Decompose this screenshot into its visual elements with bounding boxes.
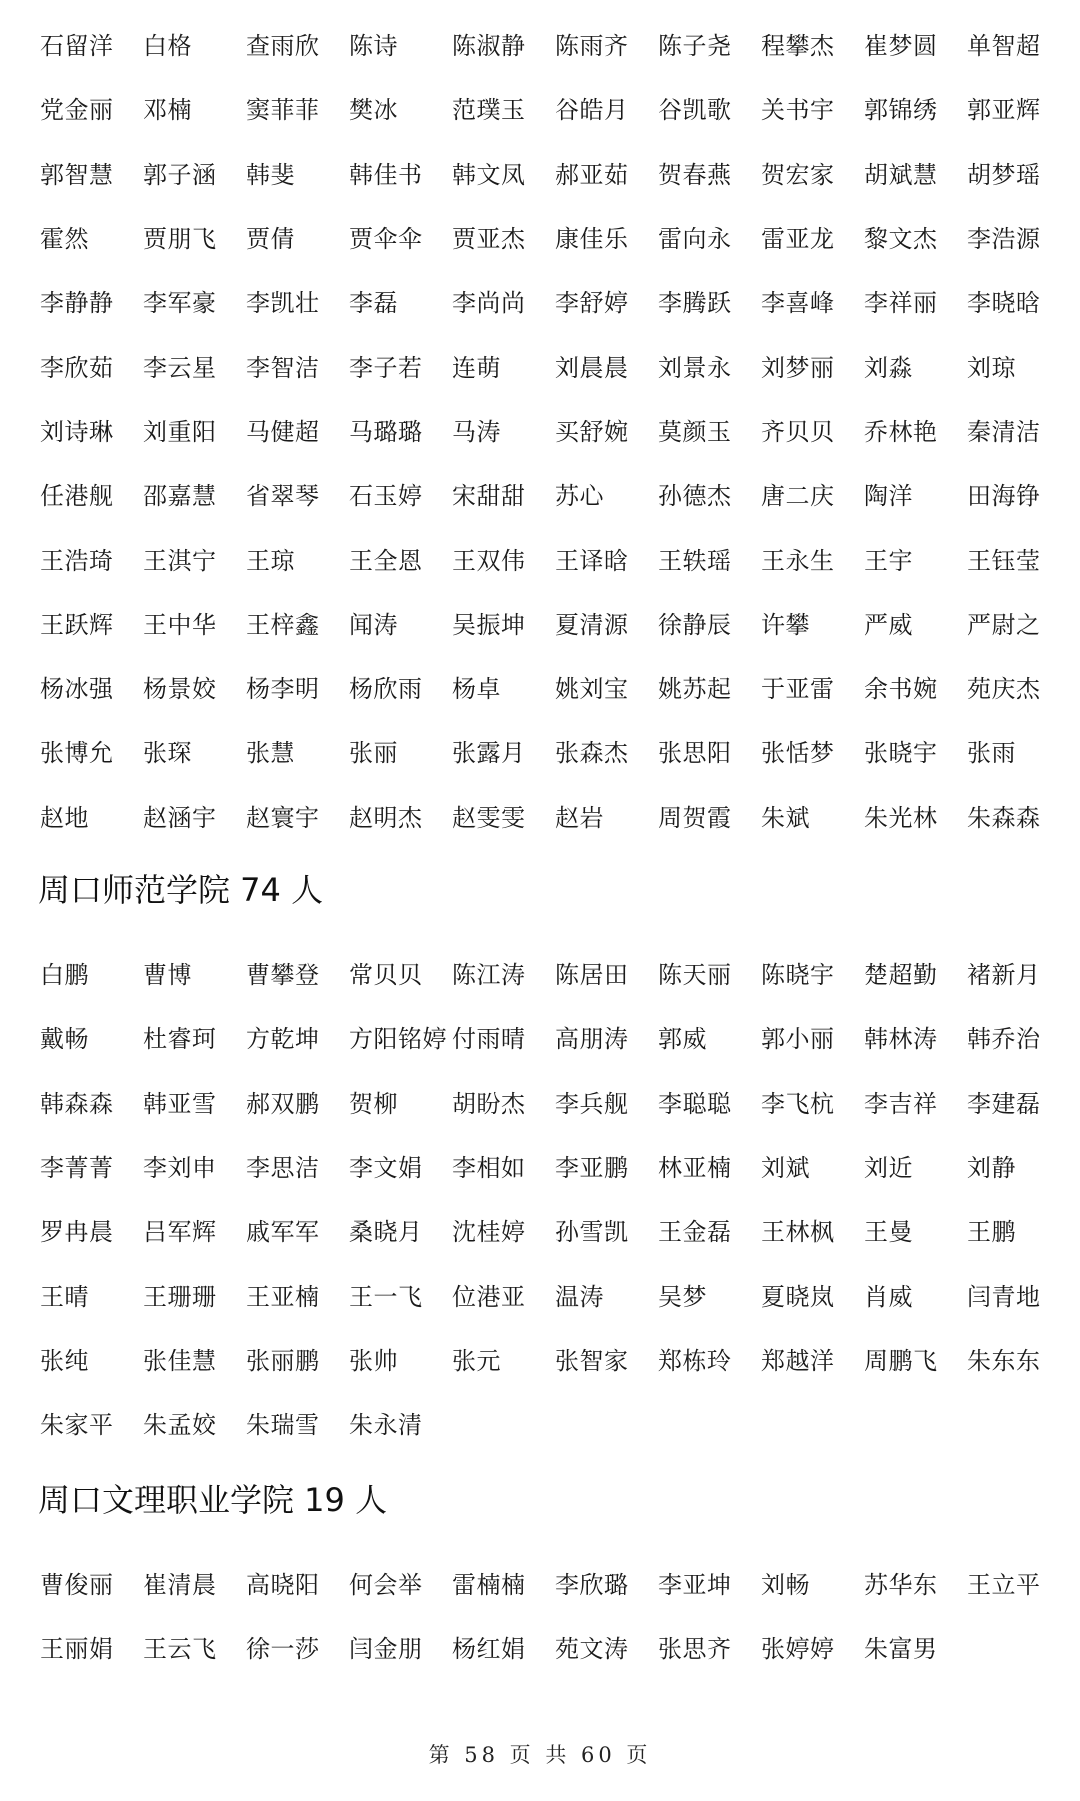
name-entry: 朱孟姣 — [143, 1411, 217, 1440]
name-entry: 赵寰宇 — [246, 803, 320, 832]
name-entry: 张博允 — [40, 739, 114, 768]
name-entry: 付雨晴 — [452, 1025, 526, 1054]
name-entry: 李尚尚 — [452, 289, 526, 318]
name-entry: 李相如 — [452, 1154, 526, 1183]
name-entry: 朱东东 — [967, 1346, 1041, 1375]
name-entry: 沈桂婷 — [452, 1218, 526, 1247]
name-entry: 张婷婷 — [761, 1635, 835, 1664]
name-entry: 吕军辉 — [143, 1218, 217, 1247]
name-entry: 刘淼 — [864, 353, 913, 382]
name-entry: 马涛 — [452, 417, 501, 446]
name-entry: 张慧 — [246, 739, 295, 768]
section-heading: 周口文理职业学院 19 人 — [38, 1481, 388, 1519]
name-entry: 李子若 — [349, 353, 423, 382]
name-entry: 吴振坤 — [452, 610, 526, 639]
name-entry: 白格 — [143, 32, 192, 61]
name-entry: 邵嘉慧 — [143, 482, 217, 511]
name-entry: 李喜峰 — [761, 289, 835, 318]
name-entry: 姚苏起 — [658, 675, 732, 704]
name-entry: 张恬梦 — [761, 739, 835, 768]
name-entry: 张思阳 — [658, 739, 732, 768]
name-entry: 王浩琦 — [40, 546, 114, 575]
name-entry: 张纯 — [40, 1346, 89, 1375]
name-entry: 王全恩 — [349, 546, 423, 575]
name-entry: 方乾坤 — [246, 1025, 320, 1054]
name-entry: 郝亚茹 — [555, 160, 629, 189]
name-entry: 韩亚雪 — [143, 1089, 217, 1118]
name-entry: 王译晗 — [555, 546, 629, 575]
name-entry: 孙雪凯 — [555, 1218, 629, 1247]
name-entry: 邓楠 — [143, 96, 192, 125]
name-entry: 韩文凤 — [452, 160, 526, 189]
name-list — [40, 1553, 1070, 1682]
name-entry: 温涛 — [555, 1282, 604, 1311]
name-entry: 田海铮 — [967, 482, 1041, 511]
name-entry: 崔清晨 — [143, 1571, 217, 1600]
name-entry: 郭智慧 — [40, 160, 114, 189]
name-entry: 谷凯歌 — [658, 96, 732, 125]
name-entry: 刘晨晨 — [555, 353, 629, 382]
name-entry: 朱瑞雪 — [246, 1411, 320, 1440]
name-entry: 贺柳 — [349, 1089, 398, 1118]
name-entry: 李云星 — [143, 353, 217, 382]
name-entry: 李文娟 — [349, 1154, 423, 1183]
name-entry: 查雨欣 — [246, 32, 320, 61]
name-entry: 刘近 — [864, 1154, 913, 1183]
name-entry: 李吉祥 — [864, 1089, 938, 1118]
name-entry: 苏华东 — [864, 1571, 938, 1600]
name-entry: 王双伟 — [452, 546, 526, 575]
name-entry: 戚军军 — [246, 1218, 320, 1247]
name-entry: 曹攀登 — [246, 961, 320, 990]
name-entry: 贾倩 — [246, 225, 295, 254]
name-entry: 刘重阳 — [143, 417, 217, 446]
name-entry: 陈子尧 — [658, 32, 732, 61]
name-entry: 王永生 — [761, 546, 835, 575]
name-entry: 党金丽 — [40, 96, 114, 125]
page-number-footer: 第 58 页 共 60 页 — [428, 1743, 652, 1767]
name-entry: 韩斐 — [246, 160, 295, 189]
name-entry: 褚新月 — [967, 961, 1041, 990]
name-entry: 王曼 — [864, 1218, 913, 1247]
name-entry: 宋甜甜 — [452, 482, 526, 511]
section-heading: 周口师范学院 74 人 — [38, 871, 324, 909]
name-entry: 韩乔治 — [967, 1025, 1041, 1054]
name-entry: 齐贝贝 — [761, 417, 835, 446]
name-entry: 高朋涛 — [555, 1025, 629, 1054]
name-entry: 李亚鹏 — [555, 1154, 629, 1183]
name-entry: 陈淑静 — [452, 32, 526, 61]
name-entry: 马健超 — [246, 417, 320, 446]
name-entry: 窦菲菲 — [246, 96, 320, 125]
name-entry: 陈天丽 — [658, 961, 732, 990]
name-entry: 郑越洋 — [761, 1346, 835, 1375]
name-entry: 陈晓宇 — [761, 961, 835, 990]
name-entry: 王宇 — [864, 546, 913, 575]
name-entry: 许攀 — [761, 610, 810, 639]
name-entry: 严尉之 — [967, 610, 1041, 639]
name-entry: 朱家平 — [40, 1411, 114, 1440]
name-entry: 李建磊 — [967, 1089, 1041, 1118]
name-entry: 郭子涵 — [143, 160, 217, 189]
name-entry: 赵涵宇 — [143, 803, 217, 832]
name-entry: 李欣璐 — [555, 1571, 629, 1600]
name-entry: 徐一莎 — [246, 1635, 320, 1664]
name-entry: 贾亚杰 — [452, 225, 526, 254]
name-entry: 刘静 — [967, 1154, 1016, 1183]
name-entry: 刘景永 — [658, 353, 732, 382]
name-entry: 郭亚辉 — [967, 96, 1041, 125]
name-entry: 罗冉晨 — [40, 1218, 114, 1247]
name-entry: 李兵舰 — [555, 1089, 629, 1118]
name-entry: 苑庆杰 — [967, 675, 1041, 704]
name-entry: 李浩源 — [967, 225, 1041, 254]
name-entry: 莫颜玉 — [658, 417, 732, 446]
name-entry: 王淇宁 — [143, 546, 217, 575]
name-entry: 朱永清 — [349, 1411, 423, 1440]
name-entry: 唐二庆 — [761, 482, 835, 511]
name-entry: 刘诗琳 — [40, 417, 114, 446]
name-entry: 朱森森 — [967, 803, 1041, 832]
name-entry: 买舒婉 — [555, 417, 629, 446]
name-entry: 陈居田 — [555, 961, 629, 990]
name-entry: 乔林艳 — [864, 417, 938, 446]
name-entry: 王琼 — [246, 546, 295, 575]
name-entry: 雷楠楠 — [452, 1571, 526, 1600]
name-entry: 徐静辰 — [658, 610, 732, 639]
name-entry: 余书婉 — [864, 675, 938, 704]
name-entry: 朱斌 — [761, 803, 810, 832]
name-entry: 戴畅 — [40, 1025, 89, 1054]
name-entry: 程攀杰 — [761, 32, 835, 61]
name-entry: 王珊珊 — [143, 1282, 217, 1311]
name-entry: 王鹏 — [967, 1218, 1016, 1247]
name-entry: 张森杰 — [555, 739, 629, 768]
name-entry: 陶洋 — [864, 482, 913, 511]
name-entry: 张露月 — [452, 739, 526, 768]
name-entry: 王立平 — [967, 1571, 1041, 1600]
name-entry: 杨欣雨 — [349, 675, 423, 704]
name-entry: 杨景姣 — [143, 675, 217, 704]
name-entry: 胡盼杰 — [452, 1089, 526, 1118]
name-entry: 谷皓月 — [555, 96, 629, 125]
name-entry: 林亚楠 — [658, 1154, 732, 1183]
name-entry: 李祥丽 — [864, 289, 938, 318]
name-list — [40, 14, 1070, 850]
name-entry: 李静静 — [40, 289, 114, 318]
name-entry: 方阳铭婷 — [349, 1025, 447, 1054]
name-entry: 张思齐 — [658, 1635, 732, 1664]
name-entry: 贾伞伞 — [349, 225, 423, 254]
name-entry: 雷亚龙 — [761, 225, 835, 254]
name-entry: 郭小丽 — [761, 1025, 835, 1054]
name-entry: 周贺霞 — [658, 803, 732, 832]
name-entry: 位港亚 — [452, 1282, 526, 1311]
name-entry: 省翠琴 — [246, 482, 320, 511]
name-entry: 李凯壮 — [246, 289, 320, 318]
name-entry: 白鹏 — [40, 961, 89, 990]
name-entry: 杨卓 — [452, 675, 501, 704]
name-entry: 王金磊 — [658, 1218, 732, 1247]
name-entry: 楚超勤 — [864, 961, 938, 990]
name-entry: 吴梦 — [658, 1282, 707, 1311]
name-entry: 赵雯雯 — [452, 803, 526, 832]
name-entry: 夏清源 — [555, 610, 629, 639]
name-entry: 杨冰强 — [40, 675, 114, 704]
name-entry: 于亚雷 — [761, 675, 835, 704]
name-entry: 郭锦绣 — [864, 96, 938, 125]
name-entry: 杨红娟 — [452, 1635, 526, 1664]
name-entry: 李飞杭 — [761, 1089, 835, 1118]
name-entry: 贾朋飞 — [143, 225, 217, 254]
name-entry: 曹俊丽 — [40, 1571, 114, 1600]
name-entry: 李磊 — [349, 289, 398, 318]
name-entry: 单智超 — [967, 32, 1041, 61]
name-entry: 姚刘宝 — [555, 675, 629, 704]
name-entry: 胡斌慧 — [864, 160, 938, 189]
name-entry: 刘畅 — [761, 1571, 810, 1600]
name-entry: 朱富男 — [864, 1635, 938, 1664]
name-entry: 王丽娟 — [40, 1635, 114, 1664]
name-entry: 李聪聪 — [658, 1089, 732, 1118]
name-entry: 陈江涛 — [452, 961, 526, 990]
name-entry: 王轶瑶 — [658, 546, 732, 575]
name-entry: 张雨 — [967, 739, 1016, 768]
name-entry: 李欣茹 — [40, 353, 114, 382]
name-entry: 刘斌 — [761, 1154, 810, 1183]
name-entry: 刘琼 — [967, 353, 1016, 382]
name-entry: 何会举 — [349, 1571, 423, 1600]
name-entry: 赵岩 — [555, 803, 604, 832]
name-entry: 霍然 — [40, 225, 89, 254]
name-entry: 范璞玉 — [452, 96, 526, 125]
name-entry: 张智家 — [555, 1346, 629, 1375]
name-entry: 韩佳书 — [349, 160, 423, 189]
name-entry: 韩森森 — [40, 1089, 114, 1118]
name-list — [40, 943, 1070, 1457]
name-entry: 李刘申 — [143, 1154, 217, 1183]
name-entry: 秦清洁 — [967, 417, 1041, 446]
name-entry: 王亚楠 — [246, 1282, 320, 1311]
name-entry: 郝双鹏 — [246, 1089, 320, 1118]
name-entry: 贺春燕 — [658, 160, 732, 189]
name-entry: 李晓晗 — [967, 289, 1041, 318]
name-entry: 赵明杰 — [349, 803, 423, 832]
name-entry: 高晓阳 — [246, 1571, 320, 1600]
name-entry: 张丽鹏 — [246, 1346, 320, 1375]
name-entry: 周鹏飞 — [864, 1346, 938, 1375]
name-entry: 李舒婷 — [555, 289, 629, 318]
name-entry: 李菁菁 — [40, 1154, 114, 1183]
name-entry: 张丽 — [349, 739, 398, 768]
name-entry: 王一飞 — [349, 1282, 423, 1311]
name-entry: 任港舰 — [40, 482, 114, 511]
name-entry: 闻涛 — [349, 610, 398, 639]
name-entry: 夏晓岚 — [761, 1282, 835, 1311]
name-entry: 杜睿珂 — [143, 1025, 217, 1054]
name-entry: 王中华 — [143, 610, 217, 639]
name-entry: 常贝贝 — [349, 961, 423, 990]
name-entry: 韩林涛 — [864, 1025, 938, 1054]
name-entry: 刘梦丽 — [761, 353, 835, 382]
name-entry: 王梓鑫 — [246, 610, 320, 639]
name-entry: 闫青地 — [967, 1282, 1041, 1311]
name-entry: 关书宇 — [761, 96, 835, 125]
name-entry: 石留洋 — [40, 32, 114, 61]
name-entry: 贺宏家 — [761, 160, 835, 189]
name-entry: 王晴 — [40, 1282, 89, 1311]
name-entry: 闫金朋 — [349, 1635, 423, 1664]
name-entry: 苏心 — [555, 482, 604, 511]
name-entry: 李亚坤 — [658, 1571, 732, 1600]
name-entry: 陈诗 — [349, 32, 398, 61]
name-entry: 雷向永 — [658, 225, 732, 254]
name-entry: 孙德杰 — [658, 482, 732, 511]
name-entry: 曹博 — [143, 961, 192, 990]
name-entry: 杨李明 — [246, 675, 320, 704]
name-entry: 马璐璐 — [349, 417, 423, 446]
name-entry: 崔梦圆 — [864, 32, 938, 61]
name-entry: 康佳乐 — [555, 225, 629, 254]
name-entry: 张帅 — [349, 1346, 398, 1375]
name-entry: 王钰莹 — [967, 546, 1041, 575]
name-entry: 郭威 — [658, 1025, 707, 1054]
name-entry: 王云飞 — [143, 1635, 217, 1664]
name-entry: 肖威 — [864, 1282, 913, 1311]
name-entry: 王跃辉 — [40, 610, 114, 639]
name-entry: 李智洁 — [246, 353, 320, 382]
name-entry: 李思洁 — [246, 1154, 320, 1183]
name-entry: 桑晓月 — [349, 1218, 423, 1247]
name-entry: 张元 — [452, 1346, 501, 1375]
name-entry: 张佳慧 — [143, 1346, 217, 1375]
name-entry: 黎文杰 — [864, 225, 938, 254]
name-entry: 张晓宇 — [864, 739, 938, 768]
name-entry: 王林枫 — [761, 1218, 835, 1247]
name-entry: 连萌 — [452, 353, 501, 382]
name-entry: 李腾跃 — [658, 289, 732, 318]
name-entry: 赵地 — [40, 803, 89, 832]
name-entry: 朱光林 — [864, 803, 938, 832]
name-entry: 胡梦瑶 — [967, 160, 1041, 189]
name-entry: 张琛 — [143, 739, 192, 768]
name-entry: 郑栋玲 — [658, 1346, 732, 1375]
name-entry: 苑文涛 — [555, 1635, 629, 1664]
name-entry: 陈雨齐 — [555, 32, 629, 61]
name-entry: 严威 — [864, 610, 913, 639]
name-entry: 李军豪 — [143, 289, 217, 318]
name-entry: 樊冰 — [349, 96, 398, 125]
name-entry: 石玉婷 — [349, 482, 423, 511]
